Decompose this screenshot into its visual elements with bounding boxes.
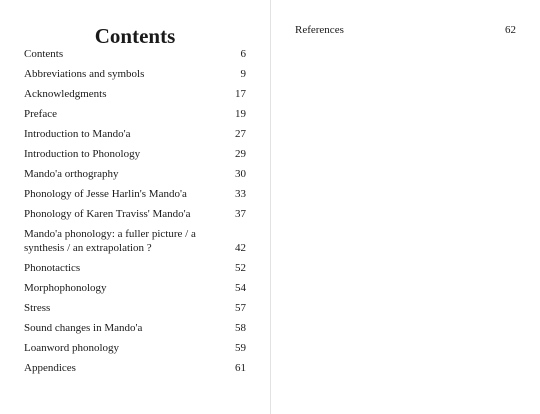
toc-entry-label: Contents <box>24 48 64 60</box>
toc-list <box>24 47 246 381</box>
toc-entry-page: 29 <box>235 148 246 160</box>
toc-entry-page: 59 <box>235 342 246 354</box>
toc-entry[interactable] <box>24 301 246 315</box>
toc-entry-label: Sound changes in Mando'a <box>24 322 143 334</box>
toc-entry-label: Phonotactics <box>24 262 81 274</box>
toc-entry[interactable] <box>24 107 246 121</box>
toc-entry-page: 30 <box>235 168 246 180</box>
toc-entry-page: 6 <box>240 48 246 60</box>
toc-entry-page: 57 <box>235 302 246 314</box>
toc-entry-page: 17 <box>235 88 246 100</box>
toc-entry[interactable] <box>24 47 246 61</box>
toc-entry-page: 27 <box>235 128 246 140</box>
toc-entry-label: Preface <box>24 108 57 120</box>
toc-entry-page: 62 <box>505 24 516 36</box>
toc-entry-page: 58 <box>235 322 246 334</box>
toc-entry-label: Stress <box>24 302 51 314</box>
toc-entry[interactable] <box>24 67 246 81</box>
contents-title: Contents <box>94 24 176 48</box>
toc-entry-label: Phonology of Karen Traviss' Mando'a <box>24 208 191 220</box>
toc-entry-page: 61 <box>235 362 246 374</box>
toc-entry-label: References <box>295 24 344 36</box>
toc-entry-page: 54 <box>235 282 246 294</box>
toc-entry-label: Mando'a phonology: a fuller picture / a synthesis / an extrapolation ? <box>24 228 196 254</box>
toc-entry-label: Loanword phonology <box>24 342 120 354</box>
toc-entry-page: 37 <box>235 208 246 220</box>
toc-entry[interactable] <box>295 23 516 37</box>
toc-entry-label: Morphophonology <box>24 282 107 294</box>
toc-entry[interactable] <box>24 187 246 201</box>
toc-entry[interactable] <box>24 227 246 255</box>
toc-entry-label: Abbreviations and symbols <box>24 68 145 80</box>
toc-entry[interactable] <box>24 321 246 335</box>
toc-list-continued <box>295 23 516 43</box>
toc-entry[interactable] <box>24 207 246 221</box>
toc-entry-label: Acknowledgments <box>24 88 107 100</box>
toc-entry-page: 19 <box>235 108 246 120</box>
toc-entry[interactable] <box>24 167 246 181</box>
toc-entry-page: 52 <box>235 262 246 274</box>
toc-entry-label: Introduction to Mando'a <box>24 128 131 140</box>
toc-entry-page: 33 <box>235 188 246 200</box>
toc-entry[interactable] <box>24 127 246 141</box>
toc-entry[interactable] <box>24 341 246 355</box>
toc-entry-page: 9 <box>240 68 246 80</box>
toc-entry[interactable] <box>24 87 246 101</box>
toc-entry[interactable] <box>24 281 246 295</box>
toc-entry-label: Appendices <box>24 362 76 374</box>
toc-entry-page: 42 <box>235 242 246 254</box>
toc-entry-label: Introduction to Phonology <box>24 148 141 160</box>
toc-entry-label: Phonology of Jesse Harlin's Mando'a <box>24 188 187 200</box>
toc-entry[interactable] <box>24 147 246 161</box>
toc-entry-label: Mando'a orthography <box>24 168 119 180</box>
toc-entry[interactable] <box>24 361 246 375</box>
right-page <box>271 0 540 414</box>
toc-entry[interactable] <box>24 261 246 275</box>
